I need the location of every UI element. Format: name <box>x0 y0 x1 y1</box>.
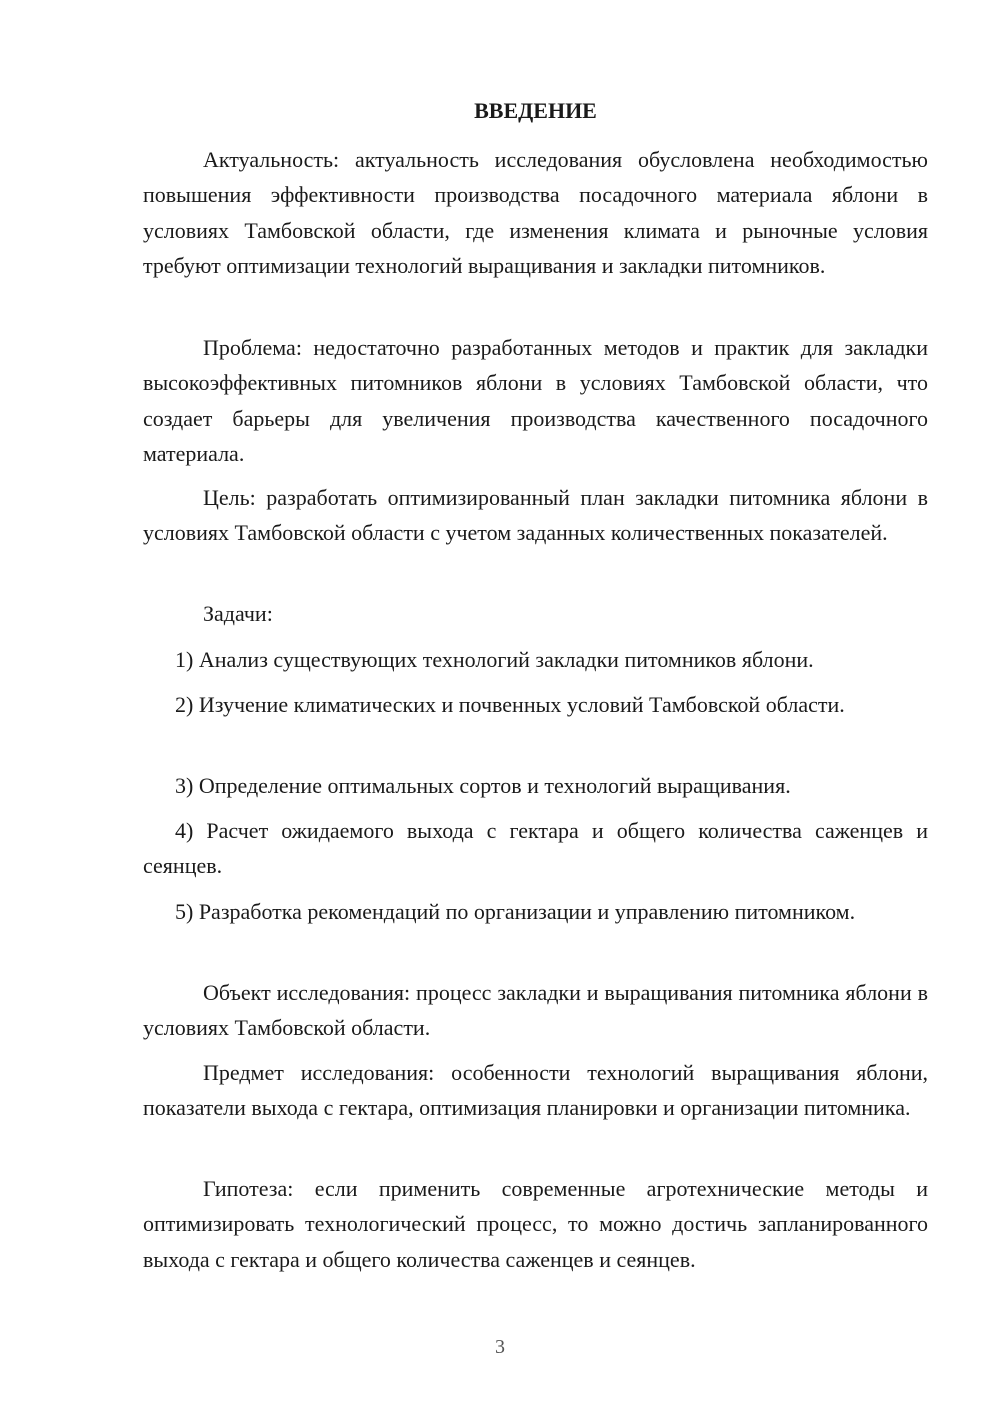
task-item: 2) Изучение климатических и почвенных условий Тамбовской области. <box>175 692 845 717</box>
hypothesis-paragraph: Гипотеза: если применить современные агротехнические методы и оптимизировать технологический процесс, то можно достичь запланированного выхода с гектара и общего количества саженцев и сеянцев. <box>143 1176 928 1272</box>
task-item: 1) Анализ существующих технологий закладки питомников яблони. <box>175 647 814 672</box>
subject-paragraph: Предмет исследования: особенности технологий выращивания яблони, показатели выхода с гектара, оптимизация планировки и организации питомника. <box>143 1060 928 1121</box>
section-title: ВВЕДЕНИЕ <box>474 98 597 123</box>
relevance-paragraph: Актуальность: актуальность исследования обусловлена необходимостью повышения эффективности производства посадочного материала яблони в условиях Тамбовской области, где изменения климата и рыночные условия требуют оптимизации технологий выращивания и закладки питомников. <box>143 147 928 278</box>
task-item: 3) Определение оптимальных сортов и технологий выращивания. <box>175 773 791 798</box>
task-item: 4) Расчет ожидаемого выхода с гектара и общего количества саженцев и сеянцев. <box>143 818 928 879</box>
page-number: 3 <box>495 1336 505 1358</box>
object-paragraph: Объект исследования: процесс закладки и выращивания питомника яблони в условиях Тамбовской области. <box>143 980 928 1041</box>
goal-paragraph: Цель: разработать оптимизированный план закладки питомника яблони в условиях Тамбовской области с учетом заданных количественных показателей. <box>143 485 928 546</box>
tasks-heading: Задачи: <box>203 601 273 626</box>
task-item: 5) Разработка рекомендаций по организации и управлению питомником. <box>175 899 856 924</box>
problem-paragraph: Проблема: недостаточно разработанных методов и практик для закладки высокоэффективных питомников яблони в условиях Тамбовской области, что создает барьеры для увеличения производства качественного посадочного материала. <box>143 335 928 466</box>
